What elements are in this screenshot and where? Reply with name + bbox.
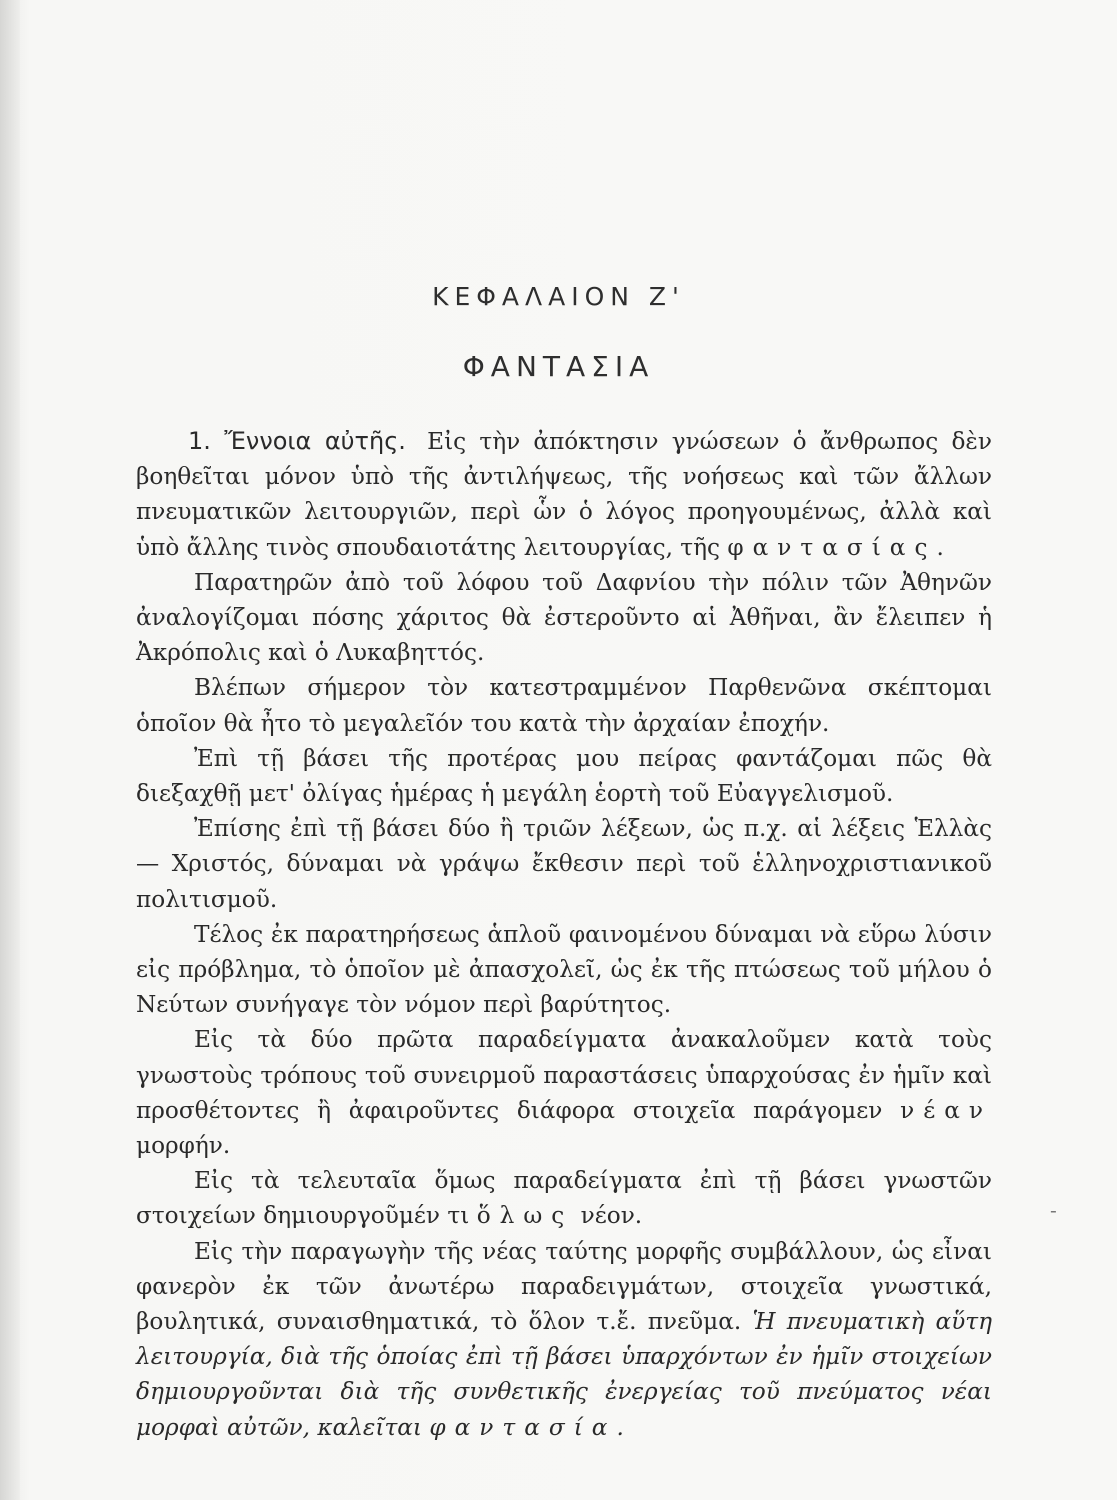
paragraph-whole-new xyxy=(136,1163,992,1233)
paragraph-dafni: Παρατηρῶν ἀπὸ τοῦ λόφου τοῦ Δαφνίου τὴν πόλιν τῶν Ἀθηνῶν ἀναλογίζομαι πόσης χάριτος θὰ ἐστεροῦντο αἱ Ἀθῆναι, ἂν ἔλειπεν ἡ Ἀκρόπολις καὶ ὁ Λυκαβηττός. xyxy=(136,568,992,667)
chapter-title: ΦΑΝΤΑΣΙΑ xyxy=(462,350,655,383)
paragraph-evangelismos: Ἐπὶ τῇ βάσει τῆς προτέρας μου πείρας φαντάζομαι πῶς θὰ διεξαχθῇ μετ' ὀλίγας ἡμέρας ἡ μεγάλη ἑορτὴ τοῦ Εὐαγγελισμοῦ. xyxy=(136,744,992,808)
body-text xyxy=(136,424,992,1445)
spaced-term-nean: νέαν xyxy=(900,1096,992,1124)
paragraph-newton: Τέλος ἐκ παρατηρήσεως ἁπλοῦ φαινομένου δύναμαι νὰ εὕρω λύσιν εἰς πρόβλημα, τὸ ὁποῖον μὲ ἀπασχολεῖ, ὡς ἐκ τῆς πτώσεως τοῦ μήλου ὁ Νεύτων συνήγαγε τὸν νόμον περὶ βαρύτητος. xyxy=(136,920,992,1019)
spaced-term-fantasia: φαντασία xyxy=(429,1413,617,1441)
paragraph-whole-new-text: Εἰς τὰ τελευταῖα ὅμως παραδείγματα ἐπὶ τῇ βάσει γνωστῶν στοιχείων δημιουργοῦμέν τι xyxy=(136,1167,992,1230)
paragraph-new-form xyxy=(136,1022,992,1163)
spaced-term-fantasias: φαντασίας xyxy=(727,533,937,561)
paragraph-whole-new-end: νέον. xyxy=(580,1202,643,1230)
chapter-heading: ΚΕΦΑΛΑΙΟΝ Ζ' xyxy=(432,282,685,311)
section-1-heading: 1. Ἔννοια αὐτῆς. xyxy=(188,427,406,455)
paragraph-definition-text: Εἰς τὴν παραγωγὴν τῆς νέας ταύτης μορφῆς συμβάλλουν, ὡς εἶναι φανερὸν ἐκ τῶν ἀνωτέρω παραδειγμάτων, στοιχεῖα γνωστικά, βουλητικά, συναισθηματικά, τὸ ὅλον τ.ἔ. πνεῦμα. xyxy=(136,1237,992,1336)
section-1-end: . xyxy=(936,533,944,561)
section-1-text: Εἰς τὴν ἀπόκτησιν γνώσεων ὁ ἄνθρωπος δὲν βοηθεῖται μόνον ὑπὸ τῆς ἀντιλήψεως, τῆς νοήσεως καὶ τῶν ἄλλων πνευματικῶν λειτουργιῶν, περὶ ὧν ὁ λόγος προηγουμένως, ἀλλὰ καὶ ὑπὸ ἄλλης τινὸς σπουδαιοτάτης λειτουργίας, τῆς xyxy=(136,428,992,561)
definition-end: . xyxy=(616,1413,624,1441)
paragraph-new-form-text: Εἰς τὰ δύο πρῶτα παραδείγματα ἀνακαλοῦμεν κατὰ τοὺς γνωστοὺς τρόπους τοῦ συνειρμοῦ παραστάσεις ὑπαρχούσας ἐν ἡμῖν καὶ προσθέτοντες ἢ ἀφαιροῦντες διάφορα στοιχεῖα παράγομεν xyxy=(136,1026,992,1124)
paragraph-definition xyxy=(136,1234,992,1445)
margin-mark: - xyxy=(1050,1198,1057,1222)
section-1-paragraph xyxy=(136,424,992,565)
page-binding-shadow xyxy=(0,0,20,1500)
spaced-term-olos: ὅλως xyxy=(476,1202,574,1230)
definition-italic-text: Ἡ πνευματικὴ αὕτη λειτουργία, διὰ τῆς ὁποίας ἐπὶ τῇ βάσει ὑπαρχόντων ἐν ἡμῖν στοιχείων δημιουργοῦνται διὰ τῆς συνθετικῆς ἐνεργείας τοῦ πνεύματος νέαι μορφαὶ αὐτῶν, καλεῖται xyxy=(136,1308,992,1441)
paragraph-parthenon: Βλέπων σήμερον τὸν κατεστραμμένον Παρθενῶνα σκέπτομαι ὁποῖον θὰ ἦτο τὸ μεγαλεῖόν του κατὰ τὴν ἀρχαίαν ἐποχήν. xyxy=(136,674,992,737)
paragraph-new-form-end: μορφήν. xyxy=(136,1132,231,1160)
paragraph-ellas-christos: Ἐπίσης ἐπὶ τῇ βάσει δύο ἢ τριῶν λέξεων, ὡς π.χ. αἱ λέξεις Ἑλλὰς — Χριστός, δύναμαι νὰ γράψω ἔκθεσιν περὶ τοῦ ἑλληνοχριστιανικοῦ πολιτισμοῦ. xyxy=(136,815,992,913)
